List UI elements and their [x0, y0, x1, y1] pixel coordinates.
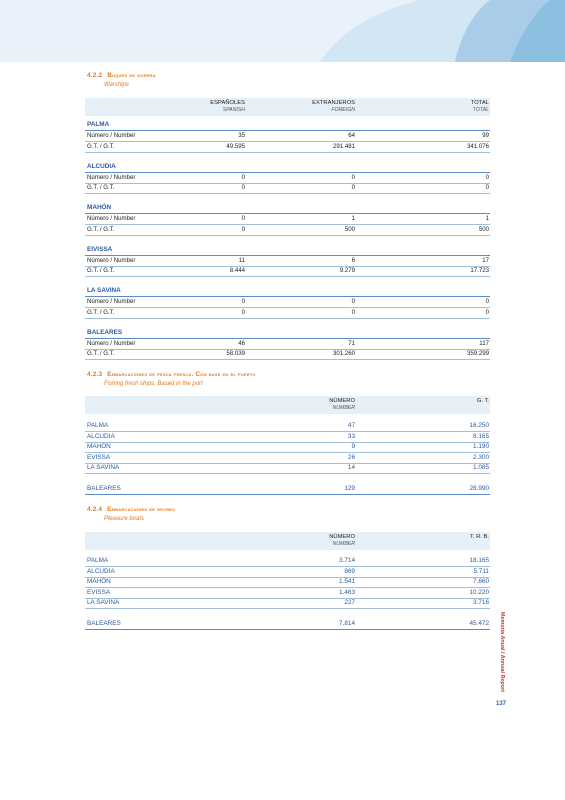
cell-value: 6 — [351, 256, 355, 264]
cell-value: 0 — [485, 308, 489, 316]
cell-value: 0 — [351, 184, 355, 191]
row-label: Número / Number — [87, 256, 136, 264]
side-running-title — [495, 612, 507, 692]
row-label: Número / Number — [87, 132, 136, 139]
row-label: LA SAVINA — [87, 464, 120, 471]
col-head-number: NÚMERO — [329, 398, 355, 404]
cell-value: 0 — [241, 173, 245, 181]
cell-value: 291.481 — [332, 142, 355, 150]
cell-value: 0 — [241, 298, 245, 305]
row-label: G.T. / G.T. — [87, 267, 115, 274]
col-head-spanish: ESPAÑOLES — [210, 100, 245, 106]
row-label: G.T. / G.T. — [87, 350, 115, 357]
total-label: BALEARES — [87, 484, 121, 492]
cell-value: 1.190 — [473, 443, 489, 450]
row-rule — [85, 359, 490, 360]
cell-value: 301.260 — [332, 350, 355, 357]
section-heading: Embarcaciones de recreo — [107, 506, 176, 513]
group-rule — [85, 296, 490, 297]
total-value: 28.990 — [469, 484, 489, 492]
group-rule — [85, 172, 490, 173]
page-number: 137 — [496, 701, 507, 707]
group-rule — [85, 255, 490, 256]
cell-value: 5.711 — [473, 567, 489, 575]
row-label: G.T. / G.T. — [87, 308, 115, 316]
group-rule — [85, 213, 490, 214]
row-label: PALMA — [87, 557, 109, 564]
cell-value: 359.299 — [466, 350, 489, 357]
row-rule — [85, 235, 490, 236]
cell-value: 3.714 — [339, 557, 355, 564]
row-label: LA SAVINA — [87, 599, 120, 606]
row-rule — [85, 608, 490, 609]
col-head-number-en: NUMBER — [332, 541, 355, 547]
row-rule — [85, 318, 490, 319]
cell-value: 0 — [241, 308, 245, 316]
row-label: MAHÓN — [87, 578, 111, 585]
total-value: 129 — [344, 484, 355, 492]
total-rule — [85, 629, 490, 630]
cell-value: 11 — [238, 256, 245, 264]
section-title-pleasure — [87, 506, 175, 513]
cell-value: 1.463 — [339, 588, 355, 596]
cell-value: 1 — [485, 215, 489, 222]
cell-value: 47 — [347, 422, 355, 429]
row-label: G.T. / G.T. — [87, 225, 115, 233]
cell-value: 9.279 — [339, 267, 355, 274]
row-label: ALCUDIA — [87, 567, 115, 575]
warships-column-header — [85, 98, 490, 116]
cell-value: 0 — [485, 184, 489, 191]
col-head-foreign: EXTRANJEROS — [312, 100, 355, 106]
cell-value: 3.716 — [473, 599, 489, 606]
section-number: 4.2.3 — [87, 371, 103, 378]
cell-value: 18.165 — [469, 557, 489, 564]
section-subtitle-pleasure: Pleasure boats — [104, 516, 145, 522]
cell-value: 58.039 — [226, 350, 245, 357]
row-label: EVISSA — [87, 453, 111, 461]
row-label: Número / Number — [87, 215, 136, 222]
side-running-text: Memoria Anual / Annual Report — [499, 612, 505, 692]
cell-value: 9 — [351, 443, 355, 450]
row-label: PALMA — [87, 422, 109, 429]
cell-value: 1 — [351, 215, 355, 222]
cell-value: 35 — [238, 132, 245, 139]
cell-value: 227 — [344, 599, 355, 606]
cell-value: 46 — [238, 339, 245, 347]
row-label: G.T. / G.T. — [87, 184, 115, 191]
section-number: 4.2.4 — [87, 506, 103, 513]
header-wave-graphic — [0, 0, 565, 62]
group-rule — [85, 130, 490, 131]
cell-value: 10.220 — [469, 588, 489, 596]
group-title: BALEARES — [87, 328, 123, 336]
col-head-number-en: NUMBER — [332, 405, 355, 411]
cell-value: 117 — [479, 339, 489, 347]
col-head-total: TOTAL — [470, 100, 489, 106]
cell-value: 17.723 — [470, 267, 489, 274]
fishing-column-header — [85, 396, 490, 414]
cell-value: 0 — [351, 308, 355, 316]
row-label: ALCUDIA — [87, 432, 115, 440]
section-title-fishing — [87, 371, 256, 378]
row-label: Número / Number — [87, 173, 136, 181]
col-head-gt: G. T. — [476, 398, 489, 404]
section-number: 4.2.2 — [87, 72, 103, 79]
cell-value: 64 — [348, 132, 355, 139]
col-head-trb: T. R. B. — [469, 534, 489, 540]
total-value: 7.814 — [339, 619, 355, 627]
row-rule — [85, 276, 490, 277]
group-title: ALCUDIA — [87, 162, 116, 170]
cell-value: 869 — [344, 567, 355, 575]
cell-value: 33 — [347, 432, 355, 440]
section-title-warships — [87, 72, 156, 79]
cell-value: 0 — [241, 215, 245, 222]
group-title: LA SAVINA — [87, 287, 121, 294]
cell-value: 7.660 — [473, 578, 489, 585]
section-heading: Buques de guerra — [107, 72, 156, 79]
group-rule — [85, 338, 490, 339]
section-subtitle-fishing: Fishing fresh ships. Based in the port — [104, 381, 203, 387]
row-label: Número / Number — [87, 298, 136, 305]
col-head-foreign-en: FOREIGN — [331, 107, 355, 113]
row-rule — [85, 152, 490, 153]
cell-value: 71 — [348, 339, 355, 347]
total-label: BALEARES — [87, 619, 121, 627]
cell-value: 2.300 — [473, 453, 489, 461]
row-label: Número / Number — [87, 339, 136, 347]
col-head-number: NÚMERO — [329, 534, 355, 540]
cell-value: 8.165 — [473, 432, 489, 440]
total-rule — [85, 494, 490, 495]
cell-value: 1.085 — [473, 464, 489, 471]
cell-value: 14 — [347, 464, 355, 471]
cell-value: 0 — [241, 225, 245, 233]
group-title: PALMA — [87, 121, 110, 128]
section-subtitle-warships: Warships — [104, 82, 129, 88]
row-rule — [85, 473, 490, 474]
row-label: MAHÓN — [87, 443, 111, 450]
cell-value: 0 — [485, 173, 489, 181]
cell-value: 8.444 — [229, 267, 245, 274]
cell-value: 0 — [485, 298, 489, 305]
cell-value: 500 — [478, 225, 489, 233]
cell-value: 26 — [347, 453, 355, 461]
cell-value: 500 — [344, 225, 355, 233]
cell-value: 49.595 — [226, 142, 245, 150]
total-value: 45.472 — [469, 619, 489, 627]
cell-value: 0 — [351, 298, 355, 305]
cell-value: 0 — [241, 184, 245, 191]
row-label: G.T. / G.T. — [87, 142, 115, 150]
col-head-total-en: TOTAL — [472, 107, 489, 113]
group-title: MAHÓN — [87, 204, 112, 211]
cell-value: 17 — [482, 256, 489, 264]
cell-value: 341.076 — [466, 142, 489, 150]
col-head-spanish-en: SPANISH — [222, 107, 245, 113]
header-band — [0, 0, 565, 62]
pleasure-column-header — [85, 532, 490, 550]
cell-value: 16.250 — [469, 422, 489, 429]
group-title: EIVISSA — [87, 245, 113, 253]
cell-value: 0 — [351, 173, 355, 181]
cell-value: 99 — [482, 132, 489, 139]
cell-value: 1.541 — [339, 578, 355, 585]
row-rule — [85, 193, 490, 194]
section-heading: Embarcaciones de pesca fresca. Con base en el puerto — [107, 371, 256, 378]
row-label: EVISSA — [87, 588, 111, 596]
